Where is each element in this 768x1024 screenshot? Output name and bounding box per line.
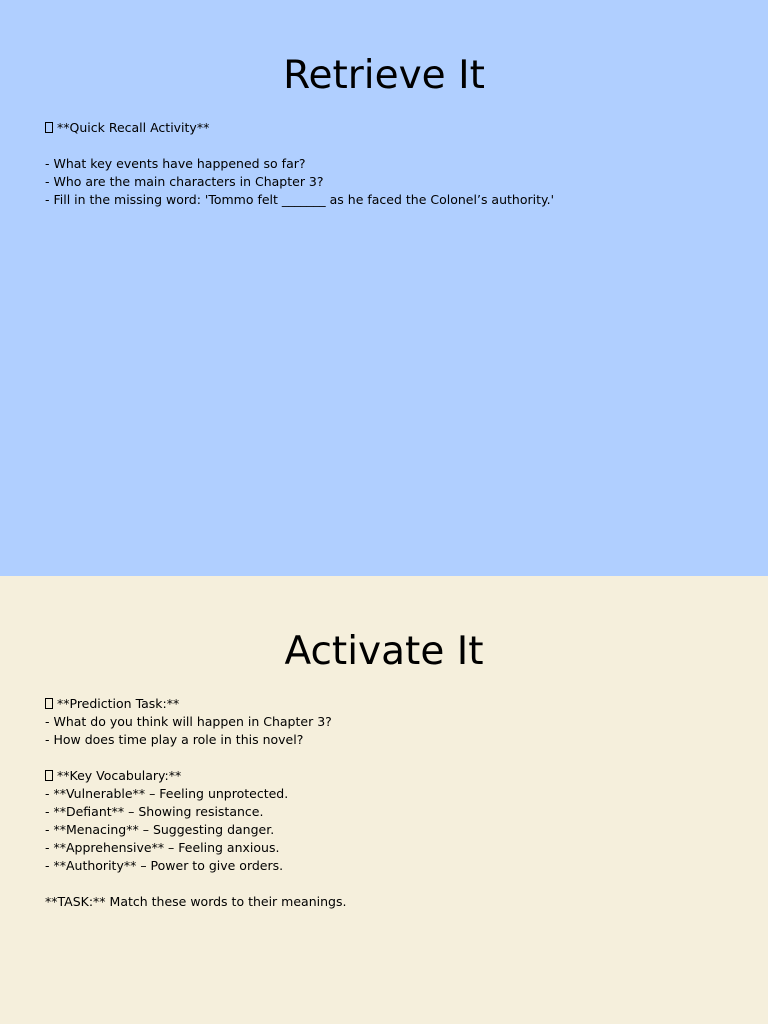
prediction-heading: **Prediction Task:** bbox=[57, 696, 180, 711]
vocab-heading-line bbox=[45, 767, 738, 785]
slide-title: Activate It bbox=[284, 629, 484, 674]
vocab-item: - **Menacing** – Suggesting danger. bbox=[45, 822, 275, 837]
vocab-item: - **Apprehensive** – Feeling anxious. bbox=[45, 840, 280, 855]
activity-heading: **Quick Recall Activity** bbox=[57, 120, 210, 135]
blank-line bbox=[45, 137, 738, 155]
blank-line bbox=[45, 749, 738, 767]
question-line: - Who are the main characters in Chapter 3? bbox=[45, 174, 324, 189]
slide-activate-it bbox=[0, 576, 768, 1024]
missing-glyph-icon bbox=[45, 698, 53, 709]
question-line: - Fill in the missing word: 'Tommo felt _______ as he faced the Colonel’s authority.' bbox=[45, 192, 555, 207]
slide-body bbox=[45, 695, 738, 911]
missing-glyph-icon bbox=[45, 770, 53, 781]
missing-glyph-icon bbox=[45, 122, 53, 133]
slide-body bbox=[45, 119, 738, 209]
vocab-item: - **Authority** – Power to give orders. bbox=[45, 858, 284, 873]
task-line: **TASK:** Match these words to their meanings. bbox=[45, 894, 347, 909]
question-line: - What key events have happened so far? bbox=[45, 156, 306, 171]
vocab-item: - **Vulnerable** – Feeling unprotected. bbox=[45, 786, 289, 801]
slide-title: Retrieve It bbox=[283, 53, 485, 98]
prediction-heading-line bbox=[45, 695, 738, 713]
vocab-item: - **Defiant** – Showing resistance. bbox=[45, 804, 264, 819]
prediction-question: - What do you think will happen in Chapter 3? bbox=[45, 714, 332, 729]
prediction-question: - How does time play a role in this novel? bbox=[45, 732, 304, 747]
activity-heading-line bbox=[45, 119, 738, 137]
blank-line bbox=[45, 875, 738, 893]
vocab-heading: **Key Vocabulary:** bbox=[57, 768, 182, 783]
